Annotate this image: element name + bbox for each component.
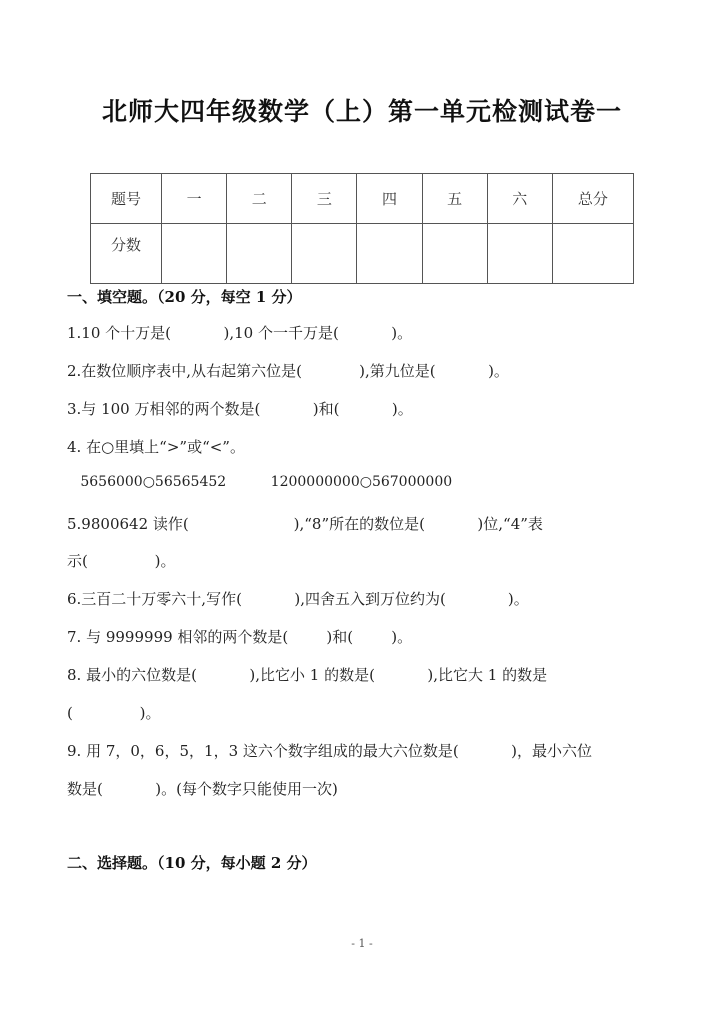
question-4-comparisons: 5656000○56565452 1200000000○567000000 [67,474,453,490]
question-4: 4. 在○里填上“>”或“<”。 [67,438,245,456]
section-heading-multiple-choice: 二、选择题。（10 分，每小题 2 分） [67,854,317,872]
question-9: 9. 用 7，0，6，5，1，3 这六个数字组成的最大六位数是( )，最小六位 [67,742,593,760]
score-cell-q1[interactable] [162,224,227,284]
exam-title: 北师大四年级数学（上）第一单元检测试卷一 [101,97,622,126]
question-8: 8. 最小的六位数是( ),比它小 1 的数是( ),比它大 1 的数是 [67,666,548,684]
score-table-header-row [91,174,634,224]
question-9-continued: 数是( )。(每个数字只能使用一次) [67,780,338,798]
question-6: 6.三百二十万零六十,写作( ),四舍五入到万位约为( )。 [67,590,529,608]
header-cell-q2: 二 [227,174,292,224]
question-8-continued: ( )。 [67,704,161,722]
header-cell-q5: 五 [422,174,487,224]
score-cell-q5[interactable] [422,224,487,284]
score-cell-q3[interactable] [292,224,357,284]
header-cell-q4: 四 [357,174,422,224]
header-cell-q3: 三 [292,174,357,224]
header-cell-q6: 六 [487,174,552,224]
score-cell-q6[interactable] [487,224,552,284]
question-5: 5.9800642 读作( ),“8”所在的数位是( )位,“4”表 [67,515,543,533]
page-number: - 1 - [351,937,373,950]
header-cell-total: 总分 [552,174,633,224]
section-heading-fill-in: 一、填空题。（20 分，每空 1 分） [67,288,302,306]
question-3: 3.与 100 万相邻的两个数是( )和( )。 [67,400,413,418]
question-5-continued: 示( )。 [67,552,176,570]
score-table-score-row [91,224,634,284]
header-cell-q1: 一 [162,174,227,224]
question-2: 2.在数位顺序表中,从右起第六位是( ),第九位是( )。 [67,362,509,380]
score-cell-q4[interactable] [357,224,422,284]
score-table [90,173,634,284]
score-cell-total[interactable] [552,224,633,284]
score-row-label: 分数 [91,224,162,284]
question-1: 1.10 个十万是( ),10 个一千万是( )。 [67,324,413,342]
question-7: 7. 与 9999999 相邻的两个数是( )和( )。 [67,628,413,646]
header-cell-question-number: 题号 [91,174,162,224]
score-cell-q2[interactable] [227,224,292,284]
